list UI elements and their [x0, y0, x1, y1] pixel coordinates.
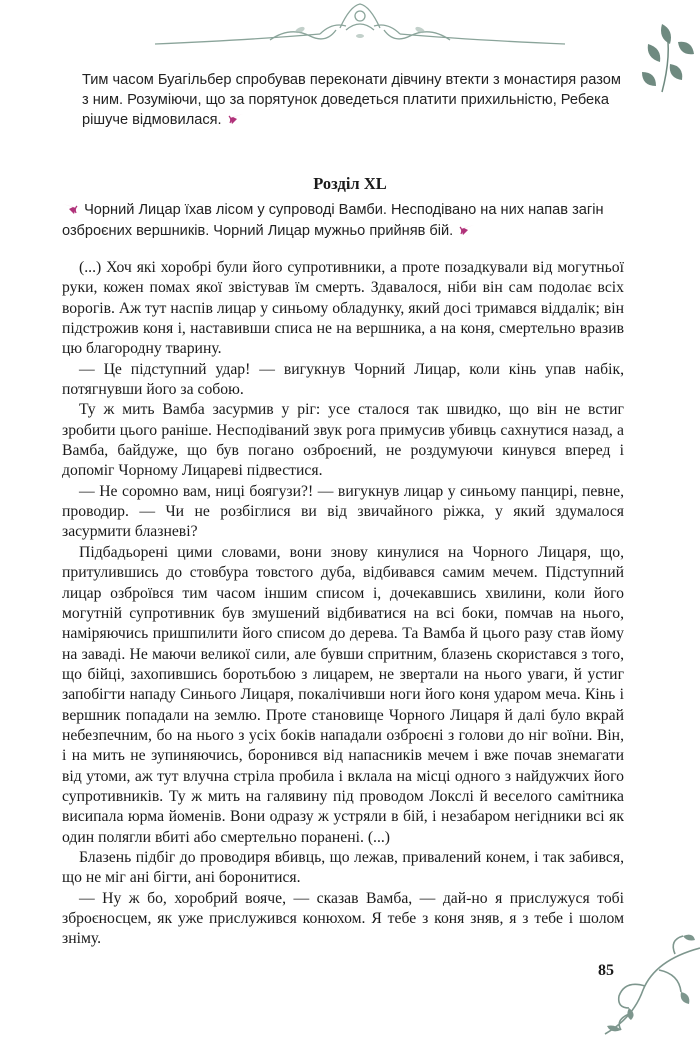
paragraph: (...) Хоч які хоробрі були його супротивники, а проте позадкували від могутньої руки, кожен помах якої звістував їм смерть. Здавалося, ніби він сам подолає всіх ворогів. Аж тут наспів лицар у синьому обладунку, який досі тримався віддалік; він підстрожив коня і, наставивши списа не на вершника, а на коня, смертельно вразив цю благородну тварину. [62, 259, 624, 358]
chapter-excerpt [62, 258, 624, 950]
chapter-summary: Чорний Лицар їхав лісом у супроводі Вамби. Несподівано на них напав загін озброєних вершників. Чорний Лицар мужньо прийняв бій. [62, 202, 604, 239]
paragraph: — Ну ж бо, хоробрий вояче, — сказав Вамба, — дай-но я прислужуся тобі зброєносцем, як уже прислужився конюхом. Я тебе з коня зняв, я з тебе і шолом зніму. [62, 889, 624, 948]
intro-paragraph: Тим часом Буагільбер спробував переконати дівчину втекти з монастиря разом з ним. Розуміючи, що за порятунок доведеться платити прихильністю, Ребека рішуче відмовилася. [82, 72, 621, 128]
arrow-mark-start-icon [62, 203, 80, 215]
arrow-mark-end-icon [226, 113, 244, 125]
paragraph: Підбадьорені цими словами, вони знову кинулися на Чорного Лицаря, що, притулившись до стовбура товстого дуба, відбивався самим мечем. Підступний лицар озброївся тим часом іншим списом і, дочекавшись хвилини, коли його могутній супротивник був змушений відбиватися на всі боки, помчав на нього, наміряючись пришпилити його списом до дерева. Та Вамба й цього разу став йому на заваді. Не маючи великої сили, але бувши спритним, блазень скористався з того, що бійці, захопившись боротьбою з лицарем, не звертали на нього уваги, й устиг запобігти нападу Синього Лицаря, покалічивши ноги його коня ударом меча. Кінь і вершник попадали на землю. Проте становище Чорного Лицаря й далі було вкрай небезпечним, бо на нього з усіх боків нападали озброєні з голови до ніг воїни. Він, і на мить не зупиняючись, боронився від напасників мечем і вже почав знемагати від утоми, аж тут влучна стріла пробила і вклала на місці одного з найдужчих його супротивників. Ту ж мить на галявину під проводом Локслі й веселого самітника висипала юрма йоменів. Вони одразу ж устряли в бій, і незабаром негідники всі як один полягли вбиті або смертельно поранені. (...) [62, 543, 624, 846]
paragraph: — Це підступний удар! — вигукнув Чорний Лицар, коли кінь упав набік, потягнувши його за собою. [62, 360, 624, 399]
chapter-title: Розділ XL [313, 174, 387, 193]
arrow-mark-end-icon [457, 224, 475, 236]
decorative-ornament-top [150, 0, 570, 52]
leaf-branch-icon [622, 14, 700, 98]
page-number: 85 [598, 962, 614, 979]
paragraph: — Не соромно вам, ниці боягузи?! — вигукнув лицар у синьому панцирі, певне, проводир. — Чи не розбіглися ви від звичайного ріжка, у який здумалося засурмити блазневі? [62, 482, 624, 541]
paragraph: Блазень підбіг до проводиря вбивць, що лежав, привалений конем, і так забився, що не міг ані бігти, ані боронитися. [62, 848, 624, 887]
vine-ornament-icon [585, 930, 700, 1037]
paragraph: Ту ж мить Вамба засурмив у ріг: усе сталося так швидко, що він не встиг зробити цього раніше. Несподіваний звук рога примусив убивць сахнутися назад, а Вамба, байдуже, що був погано озброєний, не роздумуючи кинувся вперед і допоміг Чорному Лицареві підвестися. [62, 401, 624, 480]
